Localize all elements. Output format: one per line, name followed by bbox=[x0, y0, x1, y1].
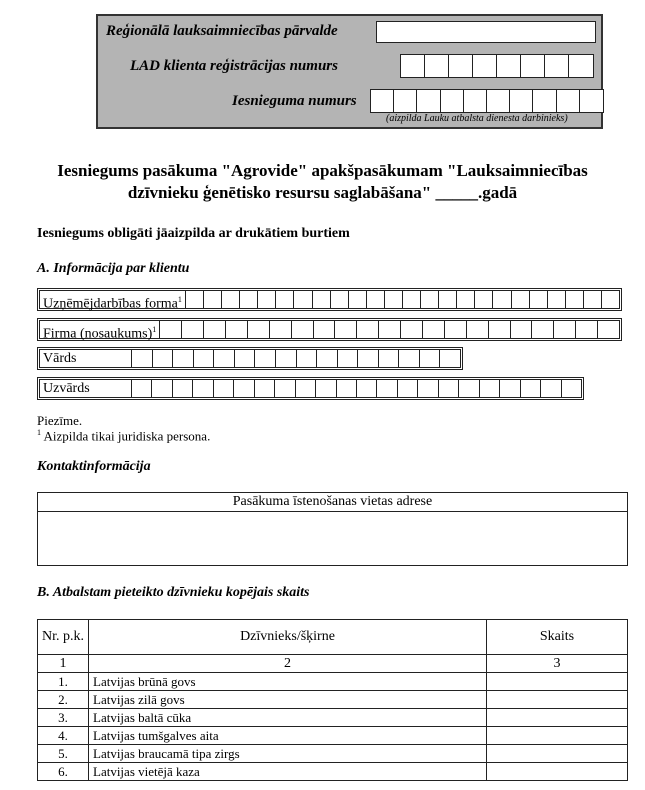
office-use-box bbox=[96, 14, 603, 129]
char-cell[interactable] bbox=[530, 291, 548, 308]
section-a-title: A. Informācija par klientu bbox=[37, 261, 190, 276]
char-cell[interactable] bbox=[379, 321, 401, 338]
char-cell[interactable] bbox=[548, 291, 566, 308]
char-cell[interactable] bbox=[467, 321, 489, 338]
char-cell[interactable] bbox=[598, 321, 619, 338]
count-input[interactable] bbox=[487, 763, 628, 781]
row-number: 2. bbox=[38, 691, 89, 709]
char-cell[interactable] bbox=[554, 321, 576, 338]
char-cell[interactable] bbox=[182, 321, 204, 338]
char-cell[interactable] bbox=[337, 380, 357, 397]
char-cell[interactable] bbox=[584, 291, 602, 308]
char-cell[interactable] bbox=[357, 321, 379, 338]
application-number-label: Iesnieguma numurs bbox=[232, 93, 357, 109]
char-cell[interactable] bbox=[316, 380, 336, 397]
count-input[interactable] bbox=[487, 709, 628, 727]
char-cell[interactable] bbox=[480, 380, 500, 397]
char-cell[interactable] bbox=[493, 291, 511, 308]
char-cell[interactable] bbox=[276, 350, 297, 367]
char-cell[interactable] bbox=[459, 380, 479, 397]
count-input[interactable] bbox=[487, 673, 628, 691]
char-cell[interactable] bbox=[401, 321, 423, 338]
note-text: $^1$ Aizpilda tikai juridiska persona. bbox=[37, 428, 211, 444]
field-label: Vārds bbox=[40, 350, 132, 367]
field-business-form[interactable] bbox=[37, 288, 622, 311]
animal-breed: Latvijas baltā cūka bbox=[89, 709, 487, 727]
row-number: 5. bbox=[38, 745, 89, 763]
char-cell[interactable] bbox=[439, 291, 457, 308]
char-cell[interactable] bbox=[294, 291, 312, 308]
table-row bbox=[38, 745, 628, 763]
animal-breed: Latvijas brūnā govs bbox=[89, 673, 487, 691]
table-row bbox=[38, 727, 628, 745]
char-cell[interactable] bbox=[152, 380, 172, 397]
char-cell[interactable] bbox=[240, 291, 258, 308]
char-cell[interactable] bbox=[403, 291, 421, 308]
regional-input[interactable] bbox=[376, 21, 596, 43]
char-cell[interactable] bbox=[440, 350, 460, 367]
char-cell[interactable] bbox=[248, 321, 270, 338]
char-cell[interactable] bbox=[132, 350, 153, 367]
char-cell[interactable] bbox=[275, 380, 295, 397]
row-number: 1. bbox=[38, 673, 89, 691]
address-header: Pasākuma īstenošanas vietas adrese bbox=[38, 493, 627, 512]
char-cell[interactable] bbox=[418, 380, 438, 397]
char-cell[interactable] bbox=[576, 321, 598, 338]
field-first-name[interactable] bbox=[37, 347, 463, 370]
char-cell[interactable] bbox=[500, 380, 520, 397]
char-cell[interactable] bbox=[270, 321, 292, 338]
field-label: Firma (nosaukums)$^1$ bbox=[40, 321, 160, 338]
char-cell[interactable] bbox=[222, 291, 240, 308]
count-input[interactable] bbox=[487, 691, 628, 709]
field-label: Uzvārds bbox=[40, 380, 132, 397]
char-cell[interactable] bbox=[349, 291, 367, 308]
char-cell[interactable] bbox=[214, 350, 235, 367]
row-number: 3. bbox=[38, 709, 89, 727]
char-cell[interactable] bbox=[132, 380, 152, 397]
char-cell[interactable] bbox=[194, 350, 215, 367]
char-cell[interactable] bbox=[379, 350, 400, 367]
char-cell[interactable] bbox=[521, 380, 541, 397]
char-cell[interactable] bbox=[204, 291, 222, 308]
regional-label: Reģionālā lauksaimniecības pārvalde bbox=[106, 23, 338, 39]
char-cell[interactable] bbox=[331, 291, 349, 308]
char-cell[interactable] bbox=[214, 380, 234, 397]
char-cell[interactable] bbox=[173, 380, 193, 397]
table-row bbox=[38, 709, 628, 727]
char-cell[interactable] bbox=[204, 321, 226, 338]
char-cell[interactable] bbox=[420, 350, 441, 367]
char-cell[interactable] bbox=[193, 380, 213, 397]
char-cell[interactable] bbox=[338, 350, 359, 367]
char-cell[interactable] bbox=[541, 380, 561, 397]
char-cell[interactable] bbox=[512, 291, 530, 308]
row-number: 4. bbox=[38, 727, 89, 745]
table-row bbox=[38, 763, 628, 781]
animal-breed: Latvijas tumšgalves aita bbox=[89, 727, 487, 745]
char-cell[interactable] bbox=[313, 291, 331, 308]
char-cell[interactable] bbox=[335, 321, 357, 338]
lad-number-input[interactable] bbox=[400, 54, 594, 78]
char-cell[interactable] bbox=[439, 380, 459, 397]
count-input[interactable] bbox=[487, 745, 628, 763]
char-cell[interactable] bbox=[532, 321, 554, 338]
lad-label: LAD klienta reģistrācijas numurs bbox=[130, 58, 338, 74]
char-cell[interactable] bbox=[358, 350, 379, 367]
table-row bbox=[38, 673, 628, 691]
char-cell[interactable] bbox=[457, 291, 475, 308]
char-cell[interactable] bbox=[357, 380, 377, 397]
char-cell[interactable] bbox=[423, 321, 445, 338]
count-input[interactable] bbox=[487, 727, 628, 745]
char-cell[interactable] bbox=[398, 380, 418, 397]
col-header-animal: Dzīvnieks/šķirne bbox=[89, 620, 487, 655]
char-cell[interactable] bbox=[314, 321, 336, 338]
char-cell[interactable] bbox=[566, 291, 584, 308]
col-number: 2 bbox=[89, 655, 487, 673]
char-cell[interactable] bbox=[235, 350, 256, 367]
char-cell[interactable] bbox=[475, 291, 493, 308]
char-cell[interactable] bbox=[255, 350, 276, 367]
char-cell[interactable] bbox=[421, 291, 439, 308]
char-cell[interactable] bbox=[153, 350, 174, 367]
note-title: Piezīme. bbox=[37, 413, 83, 428]
char-cell[interactable] bbox=[377, 380, 397, 397]
char-cell[interactable] bbox=[226, 321, 248, 338]
char-cell[interactable] bbox=[385, 291, 403, 308]
char-cell[interactable] bbox=[258, 291, 276, 308]
char-cell[interactable] bbox=[367, 291, 385, 308]
char-cell[interactable] bbox=[234, 380, 254, 397]
instruction: Iesniegums obligāti jāaizpilda ar drukātiem burtiem bbox=[37, 226, 350, 241]
char-cell[interactable] bbox=[317, 350, 338, 367]
row-number: 6. bbox=[38, 763, 89, 781]
col-header-nr: Nr. p.k. bbox=[38, 620, 89, 655]
animals-table bbox=[37, 619, 628, 781]
title-line-1: Iesniegums pasākuma "Agrovide" apakšpasākumam "Lauksaimniecības bbox=[57, 161, 588, 180]
animal-breed: Latvijas braucamā tipa zirgs bbox=[89, 745, 487, 763]
char-cell[interactable] bbox=[562, 380, 581, 397]
animal-breed: Latvijas vietējā kaza bbox=[89, 763, 487, 781]
contact-title: Kontaktinformācija bbox=[37, 459, 151, 474]
char-cell[interactable] bbox=[276, 291, 294, 308]
table-row bbox=[38, 691, 628, 709]
char-cell[interactable] bbox=[489, 321, 511, 338]
char-cell[interactable] bbox=[186, 291, 204, 308]
char-cell[interactable] bbox=[602, 291, 619, 308]
address-box[interactable] bbox=[37, 492, 628, 566]
col-number: 3 bbox=[487, 655, 628, 673]
char-cell[interactable] bbox=[297, 350, 318, 367]
field-company-name[interactable] bbox=[37, 318, 622, 341]
char-cell[interactable] bbox=[160, 321, 182, 338]
char-cell[interactable] bbox=[445, 321, 467, 338]
title-line-2: dzīvnieku ģenētisko resursu saglabāšana" _____.gadā bbox=[127, 183, 518, 202]
char-cell[interactable] bbox=[399, 350, 420, 367]
page-title bbox=[20, 160, 625, 204]
animal-breed: Latvijas zilā govs bbox=[89, 691, 487, 709]
field-label: Uzņēmējdarbības forma$^1$ bbox=[40, 291, 186, 308]
field-last-name[interactable] bbox=[37, 377, 584, 400]
char-cell[interactable] bbox=[296, 380, 316, 397]
section-b-title: B. Atbalstam pieteikto dzīvnieku kopējais skaits bbox=[37, 585, 310, 600]
char-cell[interactable] bbox=[173, 350, 194, 367]
char-cell[interactable] bbox=[255, 380, 275, 397]
char-cell[interactable] bbox=[292, 321, 314, 338]
char-cell[interactable] bbox=[511, 321, 533, 338]
application-number-input[interactable] bbox=[370, 89, 604, 113]
staff-note: (aizpilda Lauku atbalsta dienesta darbinieks) bbox=[386, 113, 568, 124]
col-header-count: Skaits bbox=[487, 620, 628, 655]
col-number: 1 bbox=[38, 655, 89, 673]
